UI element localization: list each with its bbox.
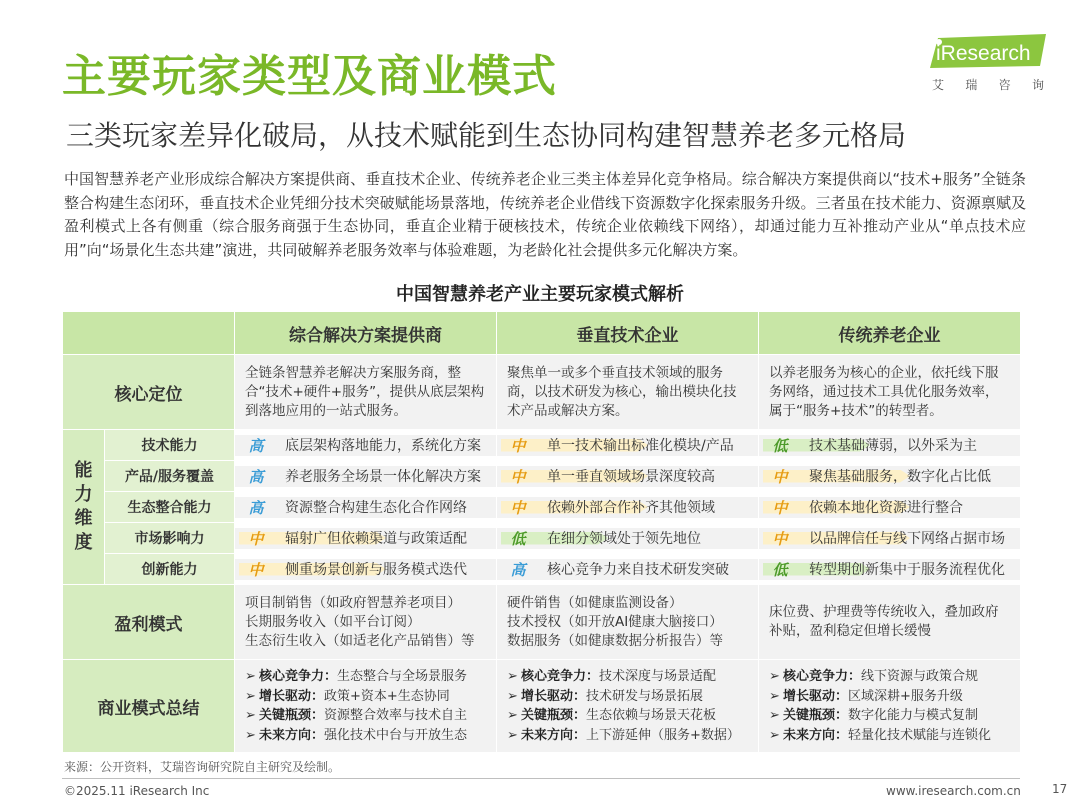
header-corner [63, 312, 235, 355]
capability-cell [759, 523, 1021, 554]
capability-text: 侧重场景创新与服务模式迭代 [285, 562, 467, 578]
capability-text: 核心竞争力来自技术研发突破 [547, 562, 729, 578]
row-label: 盈利模式 [63, 585, 235, 660]
capability-cell [759, 492, 1021, 523]
copyright: ©2025.11 iResearch Inc [64, 784, 210, 798]
capability-cell [497, 523, 759, 554]
summary-cell [497, 660, 759, 753]
capability-cell [497, 554, 759, 585]
summary-item: ➢ 关键瓶颈：生态依赖与场景天花板 [507, 706, 748, 726]
capability-row [63, 523, 1021, 554]
players-table [62, 311, 1021, 753]
level-mark: 中 [510, 498, 526, 517]
arrow-bullet-icon: ➢ [507, 688, 518, 704]
profit-line: 技术授权（如开放AI健康大脑接口） [507, 613, 723, 630]
capability-text: 单一技术输出标准化模块/产品 [547, 438, 734, 454]
summary-item: ➢ 未来方向：强化技术中台与开放生态 [245, 726, 486, 746]
summary-item: ➢ 增长驱动：技术研发与场景拓展 [507, 687, 748, 707]
profit-line: 生态衍生收入（如适老化产品销售）等 [245, 632, 475, 649]
arrow-bullet-icon: ➢ [245, 688, 256, 704]
capability-text: 依赖本地化资源进行整合 [809, 500, 963, 516]
capability-text: 资源整合构建生态化合作网络 [285, 500, 467, 516]
page-number: 17 [1052, 782, 1068, 796]
profit-line: 硬件销售（如健康监测设备） [507, 594, 683, 611]
capability-text: 技术基础薄弱，以外采为主 [809, 438, 977, 454]
summary-item: ➢ 未来方向：上下游延伸（服务+数据） [507, 726, 748, 746]
level-mark: 低 [510, 529, 526, 548]
logo-cn [926, 76, 1050, 93]
column-header: 综合解决方案提供商 [235, 312, 497, 355]
level-mark: 高 [248, 436, 264, 455]
capability-cell [235, 461, 497, 492]
summary-item: ➢ 核心竞争力：技术深度与场景适配 [507, 667, 748, 687]
positioning-cell: 全链条智慧养老解决方案服务商，整合“技术+硬件+服务”，提供从底层架构到落地应用的一站式服务。 [235, 355, 497, 430]
capability-text: 以品牌信任与线下网络占据市场 [809, 531, 1005, 547]
capability-text: 底层架构落地能力，系统化方案 [285, 438, 481, 454]
logo-cn-char: 询 [1031, 78, 1044, 92]
capability-row [63, 554, 1021, 585]
profit-row [63, 585, 1021, 660]
footer-divider [62, 778, 1020, 779]
capability-text: 依赖外部合作补齐其他领域 [547, 500, 715, 516]
column-header: 传统养老企业 [759, 312, 1021, 355]
capability-row [63, 461, 1021, 492]
logo-text: iResearch [936, 42, 1031, 65]
logo-cn-char: 艾 [932, 78, 945, 92]
summary-cell [235, 660, 497, 753]
capability-text: 辐射广但依赖渠道与政策适配 [285, 531, 467, 547]
arrow-bullet-icon: ➢ [769, 688, 780, 704]
website-link[interactable]: www.iresearch.com.cn [886, 784, 1021, 798]
page-title: 主要玩家类型及商业模式 [62, 51, 557, 102]
row-label: 核心定位 [63, 355, 235, 430]
profit-line: 数据服务（如健康数据分析报告）等 [507, 632, 723, 649]
level-mark: 中 [510, 467, 526, 486]
positioning-cell: 以养老服务为核心的企业，依托线下服务网络，通过技术工具优化服务效率，属于“服务+技术”的转型者。 [759, 355, 1021, 430]
profit-line: 床位费、护理费等传统收入，叠加政府补贴，盈利稳定但增长缓慢 [769, 604, 999, 639]
group-char: 维 [74, 508, 93, 529]
capability-cell [497, 492, 759, 523]
arrow-bullet-icon: ➢ [769, 727, 780, 743]
level-mark: 中 [248, 560, 264, 579]
capability-cell [497, 461, 759, 492]
arrow-bullet-icon: ➢ [507, 708, 518, 723]
level-mark: 高 [248, 467, 264, 486]
capability-cell [497, 430, 759, 461]
group-char: 度 [74, 532, 93, 553]
page-subtitle: 三类玩家差异化破局，从技术赋能到生态协同构建智慧养老多元格局 [66, 119, 907, 152]
row-label: 商业模式总结 [63, 660, 235, 753]
summary-cell [759, 660, 1021, 753]
positioning-cell: 聚焦单一或多个垂直技术领域的服务商，以技术研发为核心，输出模块化技术产品或解决方案。 [497, 355, 759, 430]
capability-cell [235, 523, 497, 554]
logo-cn-char: 咨 [998, 78, 1011, 92]
capability-label: 技术能力 [105, 430, 235, 461]
capability-label: 生态整合能力 [105, 492, 235, 523]
capability-text: 转型期创新集中于服务流程优化 [809, 562, 1005, 578]
arrow-bullet-icon: ➢ [507, 727, 518, 743]
capability-cell [759, 461, 1021, 492]
intro-paragraph: 中国智慧养老产业形成综合解决方案提供商、垂直技术企业、传统养老企业三类主体差异化竞争格局。综合解决方案提供商以“技术+服务”全链条整合构建生态闭环，垂直技术企业凭细分技术突破赋能场景落地，传统养老企业借线下资源数字化探索服务升级。三者虽在技术能力、资源禀赋及盈利模式上各有侧重（综合服务商强于生态协同，垂直企业精于硬核技术，传统企业依赖线下网络），却通过能力互补推动产业从“单点技术应用”向“场景化生态共建”演进，共同破解养老服务效率与体验难题，为老龄化社会提供多元化解决方案。 [64, 170, 1026, 259]
group-char: 力 [74, 484, 93, 505]
summary-item: ➢ 核心竞争力：线下资源与政策合规 [769, 667, 1010, 687]
level-mark: 中 [772, 529, 788, 548]
level-mark: 中 [772, 498, 788, 517]
summary-item: ➢ 关键瓶颈：数字化能力与模式复制 [769, 706, 1010, 726]
level-mark: 高 [248, 498, 264, 517]
group-char: 能 [74, 460, 93, 481]
capability-cell [759, 554, 1021, 585]
summary-item: ➢ 增长驱动：区域深耕+服务升级 [769, 687, 1010, 707]
capability-group-label [63, 430, 105, 585]
header-row [63, 312, 1021, 355]
capability-row [63, 430, 1021, 461]
level-mark: 中 [510, 436, 526, 455]
summary-item: ➢ 未来方向：轻量化技术赋能与连锁化 [769, 726, 1010, 746]
capability-cell [235, 492, 497, 523]
profit-cell [759, 585, 1021, 660]
capability-cell [759, 430, 1021, 461]
capability-cell [235, 554, 497, 585]
capability-label: 产品/服务覆盖 [105, 461, 235, 492]
capability-text: 单一垂直领域场景深度较高 [547, 469, 715, 485]
level-mark: 低 [772, 560, 788, 579]
capability-label: 市场影响力 [105, 523, 235, 554]
capability-label: 创新能力 [105, 554, 235, 585]
capability-cell [235, 430, 497, 461]
iresearch-logo [926, 34, 1050, 94]
arrow-bullet-icon: ➢ [769, 669, 780, 684]
profit-line: 长期服务收入（如平台订阅） [245, 613, 421, 630]
profit-cell [235, 585, 497, 660]
summary-item: ➢ 增长驱动：政策+资本+生态协同 [245, 687, 486, 707]
summary-item: ➢ 关键瓶颈：资源整合效率与技术自主 [245, 706, 486, 726]
level-mark: 高 [510, 560, 526, 579]
capability-row [63, 492, 1021, 523]
capability-text: 养老服务全场景一体化解决方案 [285, 469, 481, 485]
capability-text: 在细分领域处于领先地位 [547, 531, 701, 547]
profit-cell [497, 585, 759, 660]
level-mark: 中 [772, 467, 788, 486]
column-header: 垂直技术企业 [497, 312, 759, 355]
capability-text: 聚焦基础服务，数字化占比低 [809, 469, 991, 485]
arrow-bullet-icon: ➢ [507, 669, 518, 684]
arrow-bullet-icon: ➢ [245, 708, 256, 723]
arrow-bullet-icon: ➢ [245, 669, 256, 684]
positioning-row [63, 355, 1021, 430]
logo-badge-icon [930, 34, 1048, 70]
source-note: 来源：公开资料，艾瑞咨询研究院自主研究及绘制。 [64, 760, 341, 774]
summary-item: ➢ 核心竞争力：生态整合与全场景服务 [245, 667, 486, 687]
profit-line: 项目制销售（如政府智慧养老项目） [245, 594, 461, 611]
arrow-bullet-icon: ➢ [769, 708, 780, 723]
logo-cn-char: 瑞 [965, 78, 978, 92]
arrow-bullet-icon: ➢ [245, 727, 256, 743]
summary-row [63, 660, 1021, 753]
level-mark: 低 [772, 436, 788, 455]
level-mark: 中 [248, 529, 264, 548]
table-title: 中国智慧养老产业主要玩家模式解析 [396, 284, 684, 305]
